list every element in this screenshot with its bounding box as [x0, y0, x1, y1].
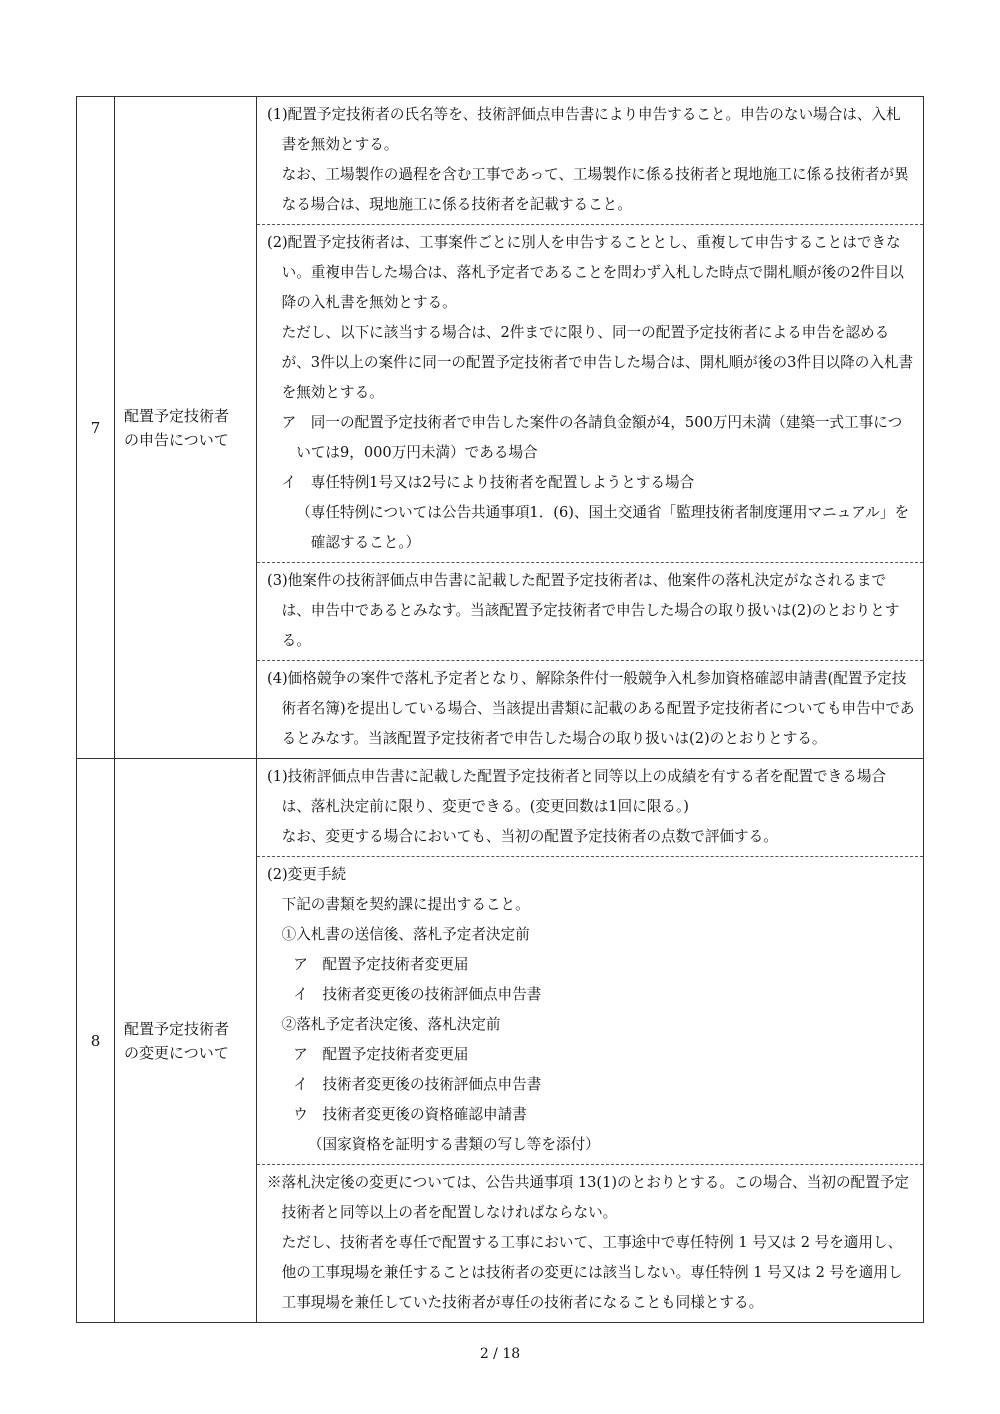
paragraph: (2)配置予定技術者は、工事案件ごとに別人を申告することとし、重複して申告することはできない。重複申告した場合は、落札予定者であることを問わず入札した時点で開札順が後の2件目以降の入札書を無効とする。 — [267, 234, 904, 311]
section-8-1 — [257, 759, 923, 856]
row-title-line: の申告について — [124, 430, 229, 449]
paragraph: ※落札決定後の変更については、公告共通事項 13(1)のとおりとする。この場合、当初の配置予定技術者と同等以上の者を配置しなければならない。 — [267, 1174, 909, 1221]
section-7-1 — [257, 97, 923, 224]
section-7-3 — [257, 562, 923, 660]
requirements-table — [76, 96, 924, 1323]
row-title-line: 配置予定技術者 — [124, 406, 230, 425]
row-title — [115, 97, 257, 759]
row-number: 8 — [77, 759, 115, 1323]
row-number: 7 — [77, 97, 115, 759]
list-item: イ 専任特例1号又は2号により技術者を配置しようとする場合 — [281, 474, 695, 491]
row-title-line: の変更について — [124, 1043, 229, 1062]
section-8-3 — [257, 1164, 923, 1322]
table-row — [77, 97, 924, 759]
paragraph: (1)技術評価点申告書に記載した配置予定技術者と同等以上の成績を有する者を配置できる場合は、落札決定前に限り、変更できる。(変更回数は1回に限る。) — [267, 768, 887, 815]
list-item: ア 配置予定技術者変更届 — [293, 956, 469, 973]
row-content — [257, 759, 924, 1323]
list-item: ②落札予定者決定後、落札決定前 — [281, 1016, 501, 1033]
section-7-4 — [257, 660, 923, 758]
list-item: ア 同一の配置予定技術者で申告した案件の各請負金額が4，500万円未満（建築一式工事については9，000万円未満）である場合 — [281, 414, 903, 461]
row-title-line: 配置予定技術者 — [124, 1019, 230, 1038]
paragraph: ただし、以下に該当する場合は、2件までに限り、同一の配置予定技術者による申告を認めるが、3件以上の案件に同一の配置予定技術者で申告した場合は、開札順が後の3件目以降の入札書を無効とする。 — [281, 324, 914, 401]
section-heading: (2)変更手続 — [267, 866, 347, 883]
section-8-2 — [257, 856, 923, 1164]
row-content — [257, 97, 924, 759]
paragraph: なお、工場製作の過程を含む工事であって、工場製作に係る技術者と現地施工に係る技術者が異なる場合は、現地施工に係る技術者を記載すること。 — [281, 166, 909, 213]
note: （専任特例については公告共通事項1．(6)、国土交通省「監理技術者制度運用マニュアル」を確認すること。） — [296, 504, 910, 551]
list-item: イ 技術者変更後の技術評価点申告書 — [293, 986, 542, 1003]
list-item: ウ 技術者変更後の資格確認申請書 — [293, 1106, 527, 1123]
page-number: 2 / 18 — [479, 1346, 521, 1362]
paragraph: 下記の書類を契約課に提出すること。 — [281, 896, 530, 913]
list-item: ア 配置予定技術者変更届 — [293, 1046, 469, 1063]
paragraph: (1)配置予定技術者の氏名等を、技術評価点申告書により申告すること。申告のない場合は、入札書を無効とする。 — [267, 106, 901, 153]
note: （国家資格を証明する書類の写し等を添付） — [307, 1136, 600, 1153]
list-item: イ 技術者変更後の技術評価点申告書 — [293, 1076, 542, 1093]
row-title — [115, 759, 257, 1323]
list-item: ①入札書の送信後、落札予定者決定前 — [281, 926, 530, 943]
paragraph: (3)他案件の技術評価点申告書に記載した配置予定技術者は、他案件の落札決定がなされるまでは、申告中であるとみなす。当該配置予定技術者で申告した場合の取り扱いは(2)のとおりとする。 — [267, 572, 900, 649]
paragraph: (4)価格競争の案件で落札予定者となり、解除条件付一般競争入札参加資格確認申請書(配置予定技術者名簿)を提出している場合、当該提出書類に記載のある配置予定技術者についても申告中であるとみなす。当該配置予定技術者で申告した場合の取り扱いは(2)のとおりとする。 — [267, 670, 915, 747]
paragraph: ただし、技術者を専任で配置する工事において、工事途中で専任特例 1 号又は 2 号を適用し、他の工事現場を兼任することは技術者の変更には該当しない。専任特例 1 号又は 2 号を適用し工事現場を兼任していた技術者が専任の技術者になることも同様とする。 — [281, 1234, 903, 1311]
paragraph: なお、変更する場合においても、当初の配置予定技術者の点数で評価する。 — [281, 828, 778, 845]
table-row — [77, 759, 924, 1323]
section-7-2 — [257, 224, 923, 562]
